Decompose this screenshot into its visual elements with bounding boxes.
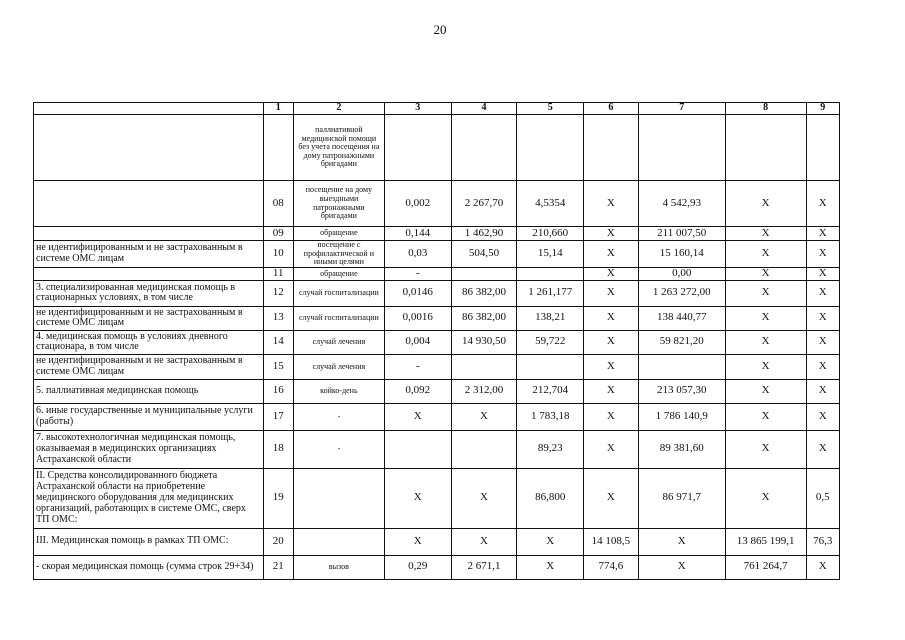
row-label-cell: 5. паллиативная медицинская помощь xyxy=(34,379,264,403)
table-cell: 59,722 xyxy=(517,330,584,354)
table-cell xyxy=(263,115,293,181)
table-cell xyxy=(584,115,639,181)
row-label-cell xyxy=(34,267,264,280)
row-label-cell xyxy=(34,227,264,241)
table-cell: 10 xyxy=(263,241,293,268)
table-cell: 21 xyxy=(263,555,293,579)
table-cell: 1 263 272,00 xyxy=(638,280,725,306)
header-cell-7: 7 xyxy=(638,103,725,115)
table-cell: X xyxy=(725,430,806,468)
table-cell: 0,144 xyxy=(384,227,451,241)
table-cell: 16 xyxy=(263,379,293,403)
table-cell: X xyxy=(584,306,639,330)
table-cell: 13 865 199,1 xyxy=(725,528,806,555)
table-cell: X xyxy=(806,379,839,403)
table-cell: X xyxy=(725,354,806,379)
row-label-cell: не идентифицированным и не застрахованным в системе ОМС лицам xyxy=(34,306,264,330)
table-cell: 0,092 xyxy=(384,379,451,403)
table-row xyxy=(34,267,840,280)
table-cell xyxy=(384,430,451,468)
table-cell: X xyxy=(584,227,639,241)
table-cell: 89 381,60 xyxy=(638,430,725,468)
table-cell: посещение с профилактической и иными целями xyxy=(293,241,384,268)
table-cell xyxy=(293,468,384,528)
table-cell: посещение на дому выездными патронажными бригадами xyxy=(293,181,384,227)
table-cell xyxy=(451,430,517,468)
table-cell: - xyxy=(384,354,451,379)
table-cell: X xyxy=(584,354,639,379)
table-cell: X xyxy=(451,468,517,528)
table-row xyxy=(34,330,840,354)
table-cell: койко-день xyxy=(293,379,384,403)
table-cell: 138 440,77 xyxy=(638,306,725,330)
table-cell: X xyxy=(725,330,806,354)
table-cell: X xyxy=(806,306,839,330)
table-cell: - xyxy=(293,403,384,430)
table-cell xyxy=(517,354,584,379)
table-cell: X xyxy=(806,555,839,579)
table-cell: 89,23 xyxy=(517,430,584,468)
table-cell: 14 930,50 xyxy=(451,330,517,354)
header-row xyxy=(34,103,840,115)
table-row xyxy=(34,430,840,468)
table-cell: случай госпитализации xyxy=(293,306,384,330)
table-cell: 2 312,00 xyxy=(451,379,517,403)
table-cell: 86,800 xyxy=(517,468,584,528)
header-cell-4: 4 xyxy=(451,103,517,115)
table-cell: X xyxy=(806,354,839,379)
row-label-cell: не идентифицированным и не застрахованным в системе ОМС лицам xyxy=(34,241,264,268)
table-cell xyxy=(806,115,839,181)
table-cell: 15 xyxy=(263,354,293,379)
table-cell: 86 382,00 xyxy=(451,280,517,306)
header-cell-9: 9 xyxy=(806,103,839,115)
table-cell: X xyxy=(725,227,806,241)
table-cell: 59 821,20 xyxy=(638,330,725,354)
table-cell: X xyxy=(806,280,839,306)
table-cell: 213 057,30 xyxy=(638,379,725,403)
table-cell: 138,21 xyxy=(517,306,584,330)
table-row xyxy=(34,306,840,330)
table-cell: X xyxy=(584,280,639,306)
table-row xyxy=(34,181,840,227)
table-cell xyxy=(638,354,725,379)
table-row xyxy=(34,241,840,268)
table-cell: 1 462,90 xyxy=(451,227,517,241)
table-cell: 504,50 xyxy=(451,241,517,268)
table-row xyxy=(34,528,840,555)
table-cell: 0,002 xyxy=(384,181,451,227)
table-cell: X xyxy=(725,379,806,403)
table-cell: случай лечения xyxy=(293,354,384,379)
table-cell: X xyxy=(638,555,725,579)
table-cell: X xyxy=(725,403,806,430)
table-cell: - xyxy=(384,267,451,280)
table-cell: 774,6 xyxy=(584,555,639,579)
table-cell xyxy=(384,115,451,181)
table-cell: X xyxy=(451,528,517,555)
table-cell: X xyxy=(725,241,806,268)
table-cell: X xyxy=(806,267,839,280)
table-row xyxy=(34,115,840,181)
table-cell: 1 783,18 xyxy=(517,403,584,430)
table-body xyxy=(34,103,840,580)
table-cell: X xyxy=(584,330,639,354)
table-cell: X xyxy=(584,181,639,227)
table-cell: паллиативной медицинской помощи без учета посещения на дому патронажными бригадами xyxy=(293,115,384,181)
table-cell: 0,0016 xyxy=(384,306,451,330)
table-cell: X xyxy=(584,430,639,468)
table-cell: X xyxy=(725,306,806,330)
table-cell: X xyxy=(725,267,806,280)
table-cell: X xyxy=(638,528,725,555)
table-cell: 1 786 140,9 xyxy=(638,403,725,430)
table-cell xyxy=(517,115,584,181)
table-cell: X xyxy=(584,468,639,528)
table-cell: случай лечения xyxy=(293,330,384,354)
table-cell: 0,004 xyxy=(384,330,451,354)
table-cell: X xyxy=(584,241,639,268)
row-label-cell: 3. специализированная медицинская помощь в стационарных условиях, в том числе xyxy=(34,280,264,306)
table-cell: вызов xyxy=(293,555,384,579)
table-cell: X xyxy=(806,330,839,354)
header-cell-8: 8 xyxy=(725,103,806,115)
row-label-cell xyxy=(34,115,264,181)
table-cell: 4,5354 xyxy=(517,181,584,227)
table-cell: X xyxy=(806,181,839,227)
table-cell: 76,3 xyxy=(806,528,839,555)
table-cell: 0,0146 xyxy=(384,280,451,306)
row-label-cell: - скорая медицинская помощь (сумма строк 29+34) xyxy=(34,555,264,579)
table-cell: 0,5 xyxy=(806,468,839,528)
table-cell: 14 108,5 xyxy=(584,528,639,555)
table-cell: 15,14 xyxy=(517,241,584,268)
row-label-cell: II. Средства консолидированного бюджета Астраханской области на приобретение медицинского оборудования для медицинских организаций, работающих в системе ОМС, сверх ТП ОМС: xyxy=(34,468,264,528)
table-cell: 15 160,14 xyxy=(638,241,725,268)
row-label-cell: III. Медицинская помощь в рамках ТП ОМС: xyxy=(34,528,264,555)
table-cell: X xyxy=(806,241,839,268)
row-label-cell: 6. иные государственные и муниципальные услуги (работы) xyxy=(34,403,264,430)
table-row xyxy=(34,280,840,306)
table-cell: X xyxy=(384,528,451,555)
table-cell xyxy=(638,115,725,181)
table-cell: X xyxy=(584,379,639,403)
table-cell: 86 382,00 xyxy=(451,306,517,330)
table-cell: 212,704 xyxy=(517,379,584,403)
header-cell-6: 6 xyxy=(584,103,639,115)
table-cell: 0,29 xyxy=(384,555,451,579)
table-row xyxy=(34,403,840,430)
table-cell: 17 xyxy=(263,403,293,430)
table-cell: 210,660 xyxy=(517,227,584,241)
table-cell xyxy=(451,267,517,280)
table-cell: 761 264,7 xyxy=(725,555,806,579)
table-row xyxy=(34,468,840,528)
header-cell-5: 5 xyxy=(517,103,584,115)
table-cell: 09 xyxy=(263,227,293,241)
table-cell: 14 xyxy=(263,330,293,354)
table-row xyxy=(34,379,840,403)
table-cell xyxy=(451,354,517,379)
table-cell: - xyxy=(293,430,384,468)
header-cell-blank xyxy=(34,103,264,115)
table-cell: 2 671,1 xyxy=(451,555,517,579)
table-cell: 20 xyxy=(263,528,293,555)
table-cell: обращение xyxy=(293,267,384,280)
table-cell xyxy=(725,115,806,181)
header-cell-2: 2 xyxy=(293,103,384,115)
table-cell: X xyxy=(806,227,839,241)
table-cell: X xyxy=(517,528,584,555)
table-cell: X xyxy=(517,555,584,579)
header-cell-3: 3 xyxy=(384,103,451,115)
table-cell: X xyxy=(725,468,806,528)
row-label-cell xyxy=(34,181,264,227)
row-label-cell: 7. высокотехнологичная медицинская помощь, оказываемая в медицинских организациях Астраханской области xyxy=(34,430,264,468)
row-label-cell: не идентифицированным и не застрахованным в системе ОМС лицам xyxy=(34,354,264,379)
table-cell: 08 xyxy=(263,181,293,227)
table-cell: 18 xyxy=(263,430,293,468)
table-cell: 211 007,50 xyxy=(638,227,725,241)
table-cell: 4 542,93 xyxy=(638,181,725,227)
table-cell: 2 267,70 xyxy=(451,181,517,227)
table-cell: 0,03 xyxy=(384,241,451,268)
table-cell: 12 xyxy=(263,280,293,306)
header-cell-1: 1 xyxy=(263,103,293,115)
table-row xyxy=(34,555,840,579)
table-cell xyxy=(451,115,517,181)
table-cell: X xyxy=(584,403,639,430)
table-cell: случай госпитализации xyxy=(293,280,384,306)
table-cell: X xyxy=(584,267,639,280)
table-cell: X xyxy=(725,181,806,227)
table-cell xyxy=(293,528,384,555)
table-cell: 86 971,7 xyxy=(638,468,725,528)
table-cell xyxy=(517,267,584,280)
table-cell: X xyxy=(806,430,839,468)
table-cell: X xyxy=(451,403,517,430)
table-row xyxy=(34,227,840,241)
table-cell: 11 xyxy=(263,267,293,280)
table-cell: X xyxy=(725,280,806,306)
table-cell: 13 xyxy=(263,306,293,330)
table-cell: X xyxy=(806,403,839,430)
table-cell: 0,00 xyxy=(638,267,725,280)
page-number: 20 xyxy=(433,22,447,37)
table-row xyxy=(34,354,840,379)
table-cell: X xyxy=(384,468,451,528)
data-table xyxy=(33,102,840,580)
row-label-cell: 4. медицинская помощь в условиях дневного стационара, в том числе xyxy=(34,330,264,354)
table-cell: X xyxy=(384,403,451,430)
table-cell: 19 xyxy=(263,468,293,528)
table-cell: 1 261,177 xyxy=(517,280,584,306)
table-cell: обращение xyxy=(293,227,384,241)
